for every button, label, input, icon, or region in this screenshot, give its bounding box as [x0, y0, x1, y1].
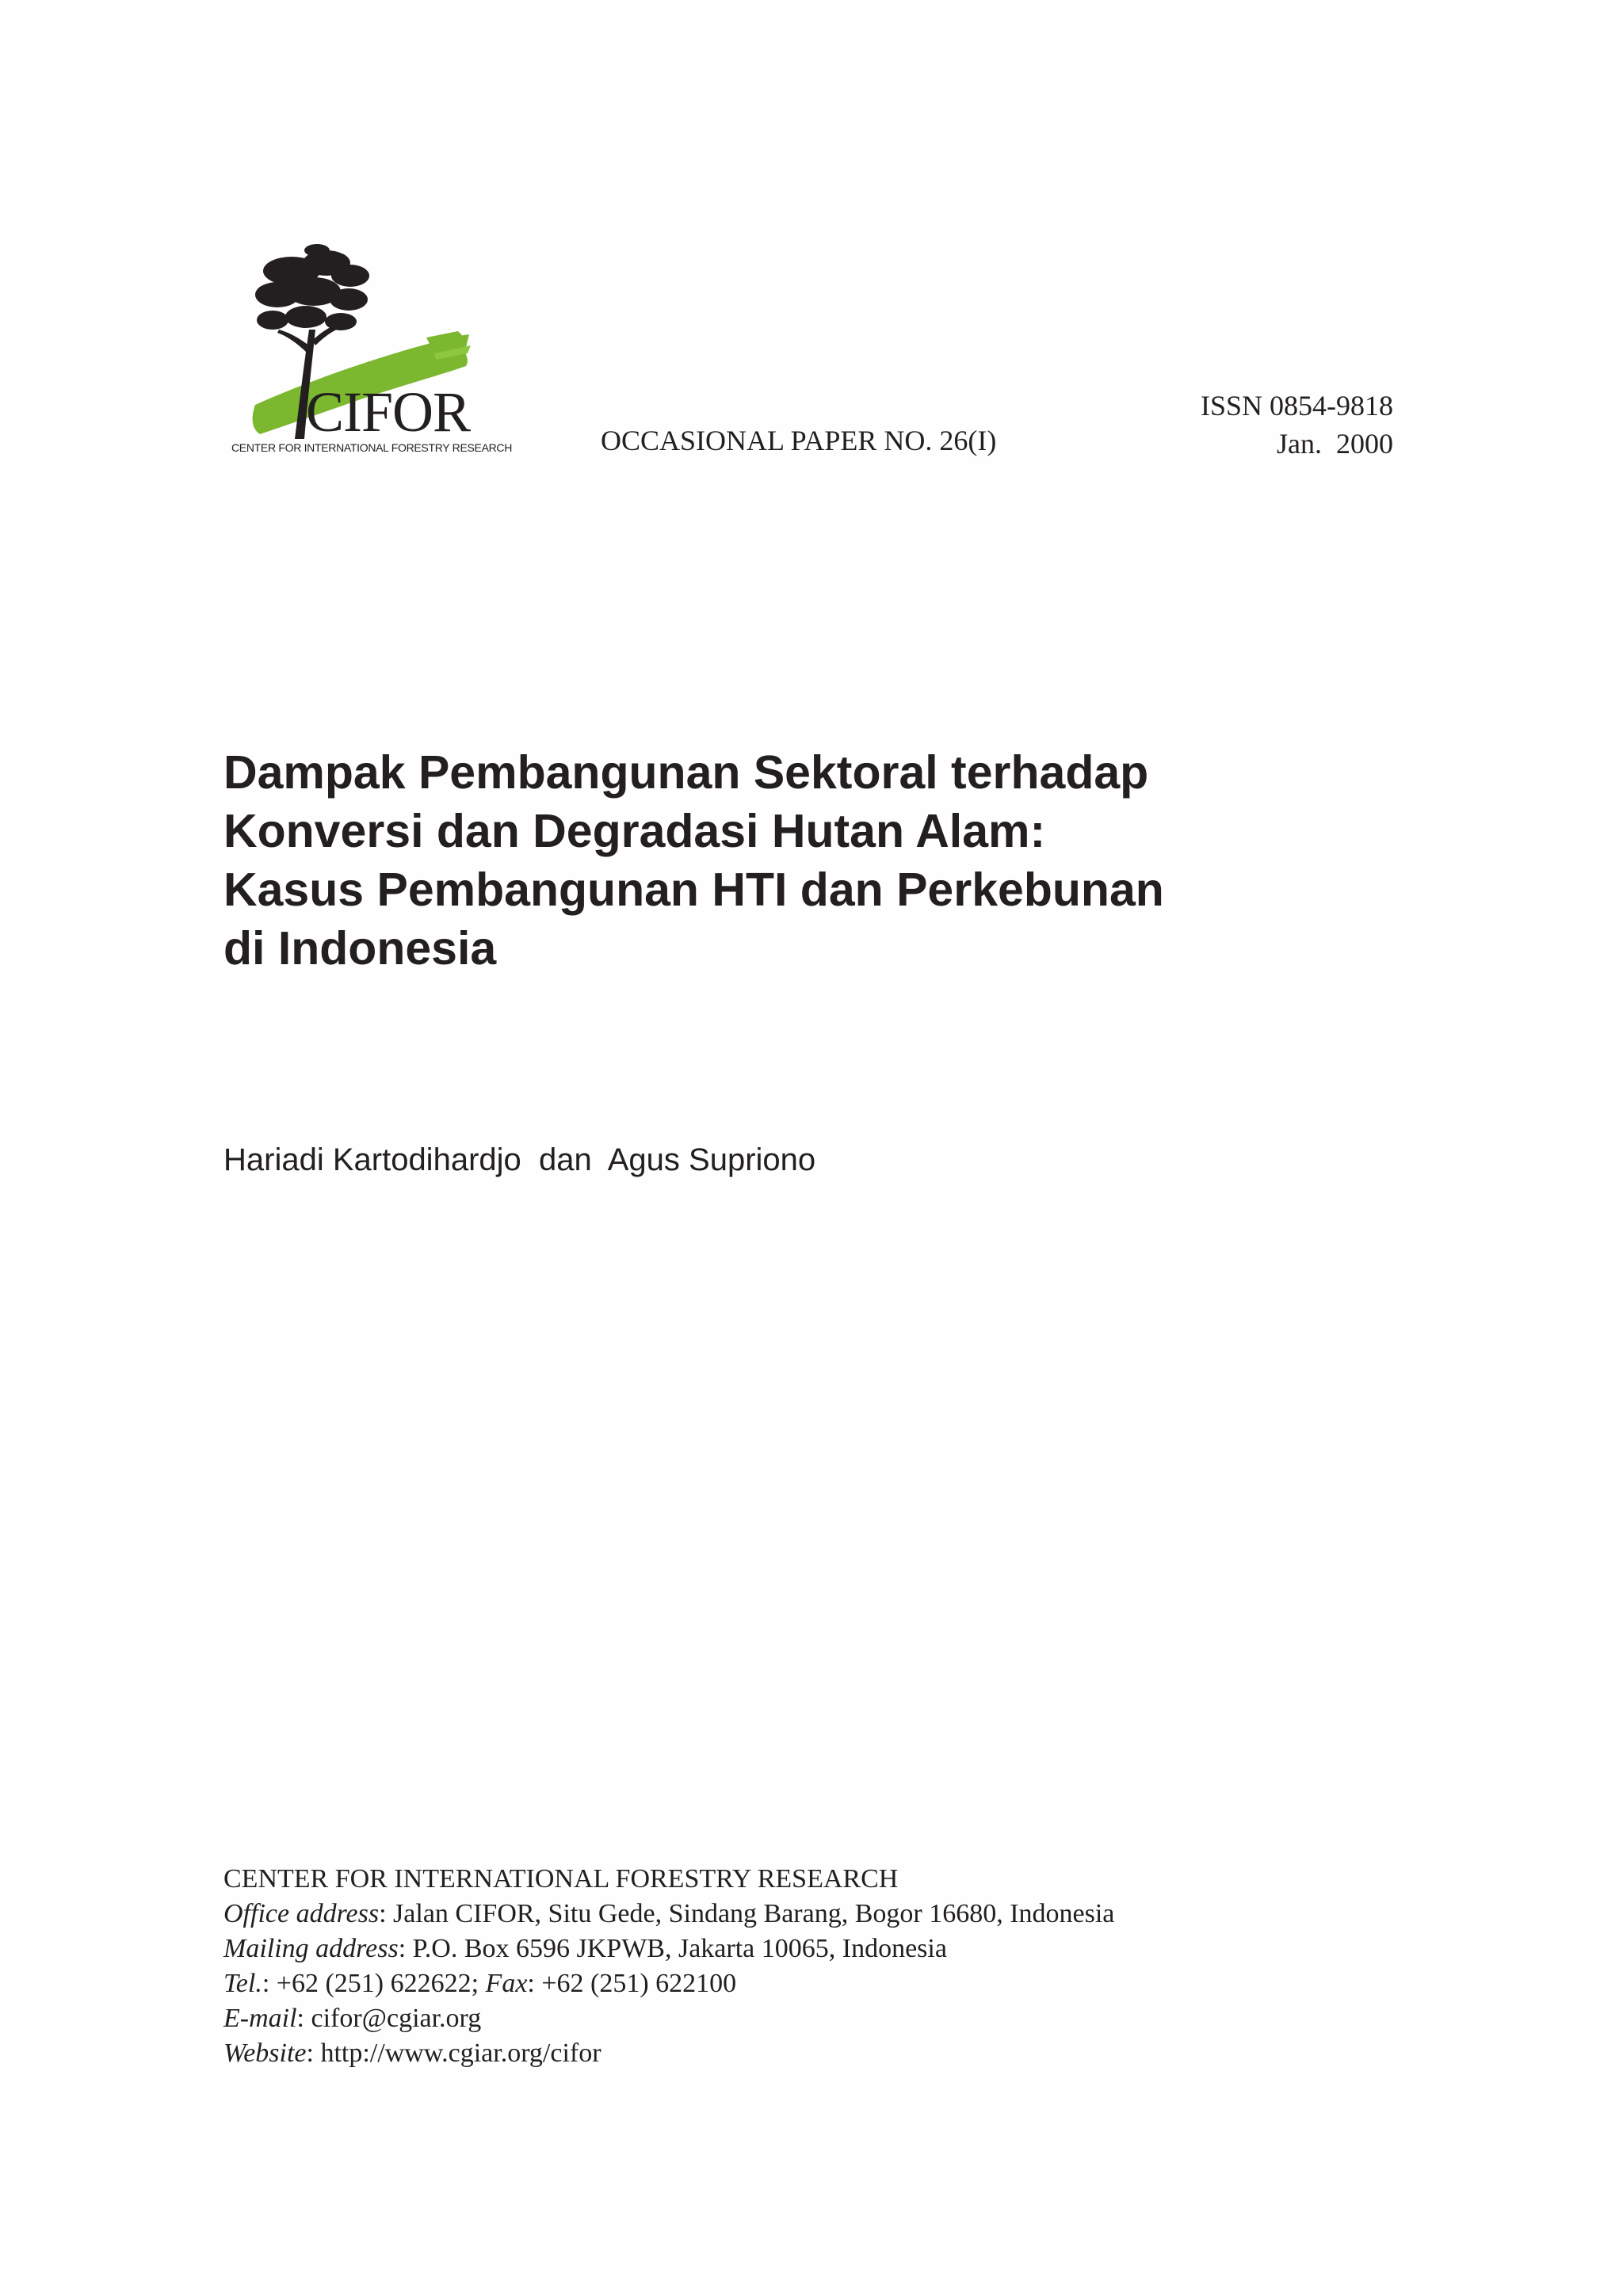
tel-label: Tel. — [223, 1969, 262, 1998]
title-line: di Indonesia — [223, 922, 497, 974]
cifor-wordmark: CIFOR — [306, 380, 471, 444]
title-line: Dampak Pembangunan Sektoral terhadap — [223, 746, 1149, 799]
office-address-label: Office address — [223, 1899, 380, 1928]
title-line: Kasus Pembangunan HTI dan Perkebunan — [223, 864, 1164, 916]
cifor-tagline: CENTER FOR INTERNATIONAL FORESTRY RESEARCH — [231, 441, 513, 454]
office-address-value: : Jalan CIFOR, Situ Gede, Sindang Barang, Bogor 16680, Indonesia — [379, 1899, 1115, 1928]
website-value[interactable]: : http://www.cgiar.org/cifor — [306, 2039, 601, 2068]
title-line: Konversi dan Degradasi Hutan Alam: — [223, 805, 1046, 857]
organization-name: CENTER FOR INTERNATIONAL FORESTRY RESEARCH — [223, 1864, 899, 1894]
issn-block — [1201, 387, 1393, 463]
mailing-address — [223, 1932, 1114, 1966]
fax-label: Fax — [485, 1969, 528, 1998]
cifor-logo — [228, 242, 513, 456]
mailing-address-value: : P.O. Box 6596 JKPWB, Jakarta 10065, Indonesia — [398, 1934, 947, 1963]
fax-value: : +62 (251) 622100 — [527, 1969, 737, 1998]
publication-date: Jan. 2000 — [1277, 428, 1393, 460]
paper-title — [223, 743, 1491, 978]
phone-fax — [223, 1966, 1114, 2001]
website-label: Website — [223, 2039, 307, 2068]
email-value[interactable]: : cifor@cgiar.org — [296, 2004, 482, 2033]
email — [223, 2001, 1114, 2036]
email-label: E-mail — [223, 2004, 297, 2033]
mailing-address-label: Mailing address — [223, 1934, 399, 1963]
address-block — [223, 1862, 1114, 2071]
issn: ISSN 0854-9818 — [1200, 390, 1393, 421]
website — [223, 2036, 1114, 2071]
tel-value: : +62 (251) 622622; — [262, 1969, 486, 1998]
authors: Hariadi Kartodihardjo dan Agus Supriono — [223, 1142, 816, 1177]
office-address — [223, 1897, 1114, 1932]
occasional-paper-number: OCCASIONAL PAPER NO. 26(I) — [601, 425, 997, 456]
